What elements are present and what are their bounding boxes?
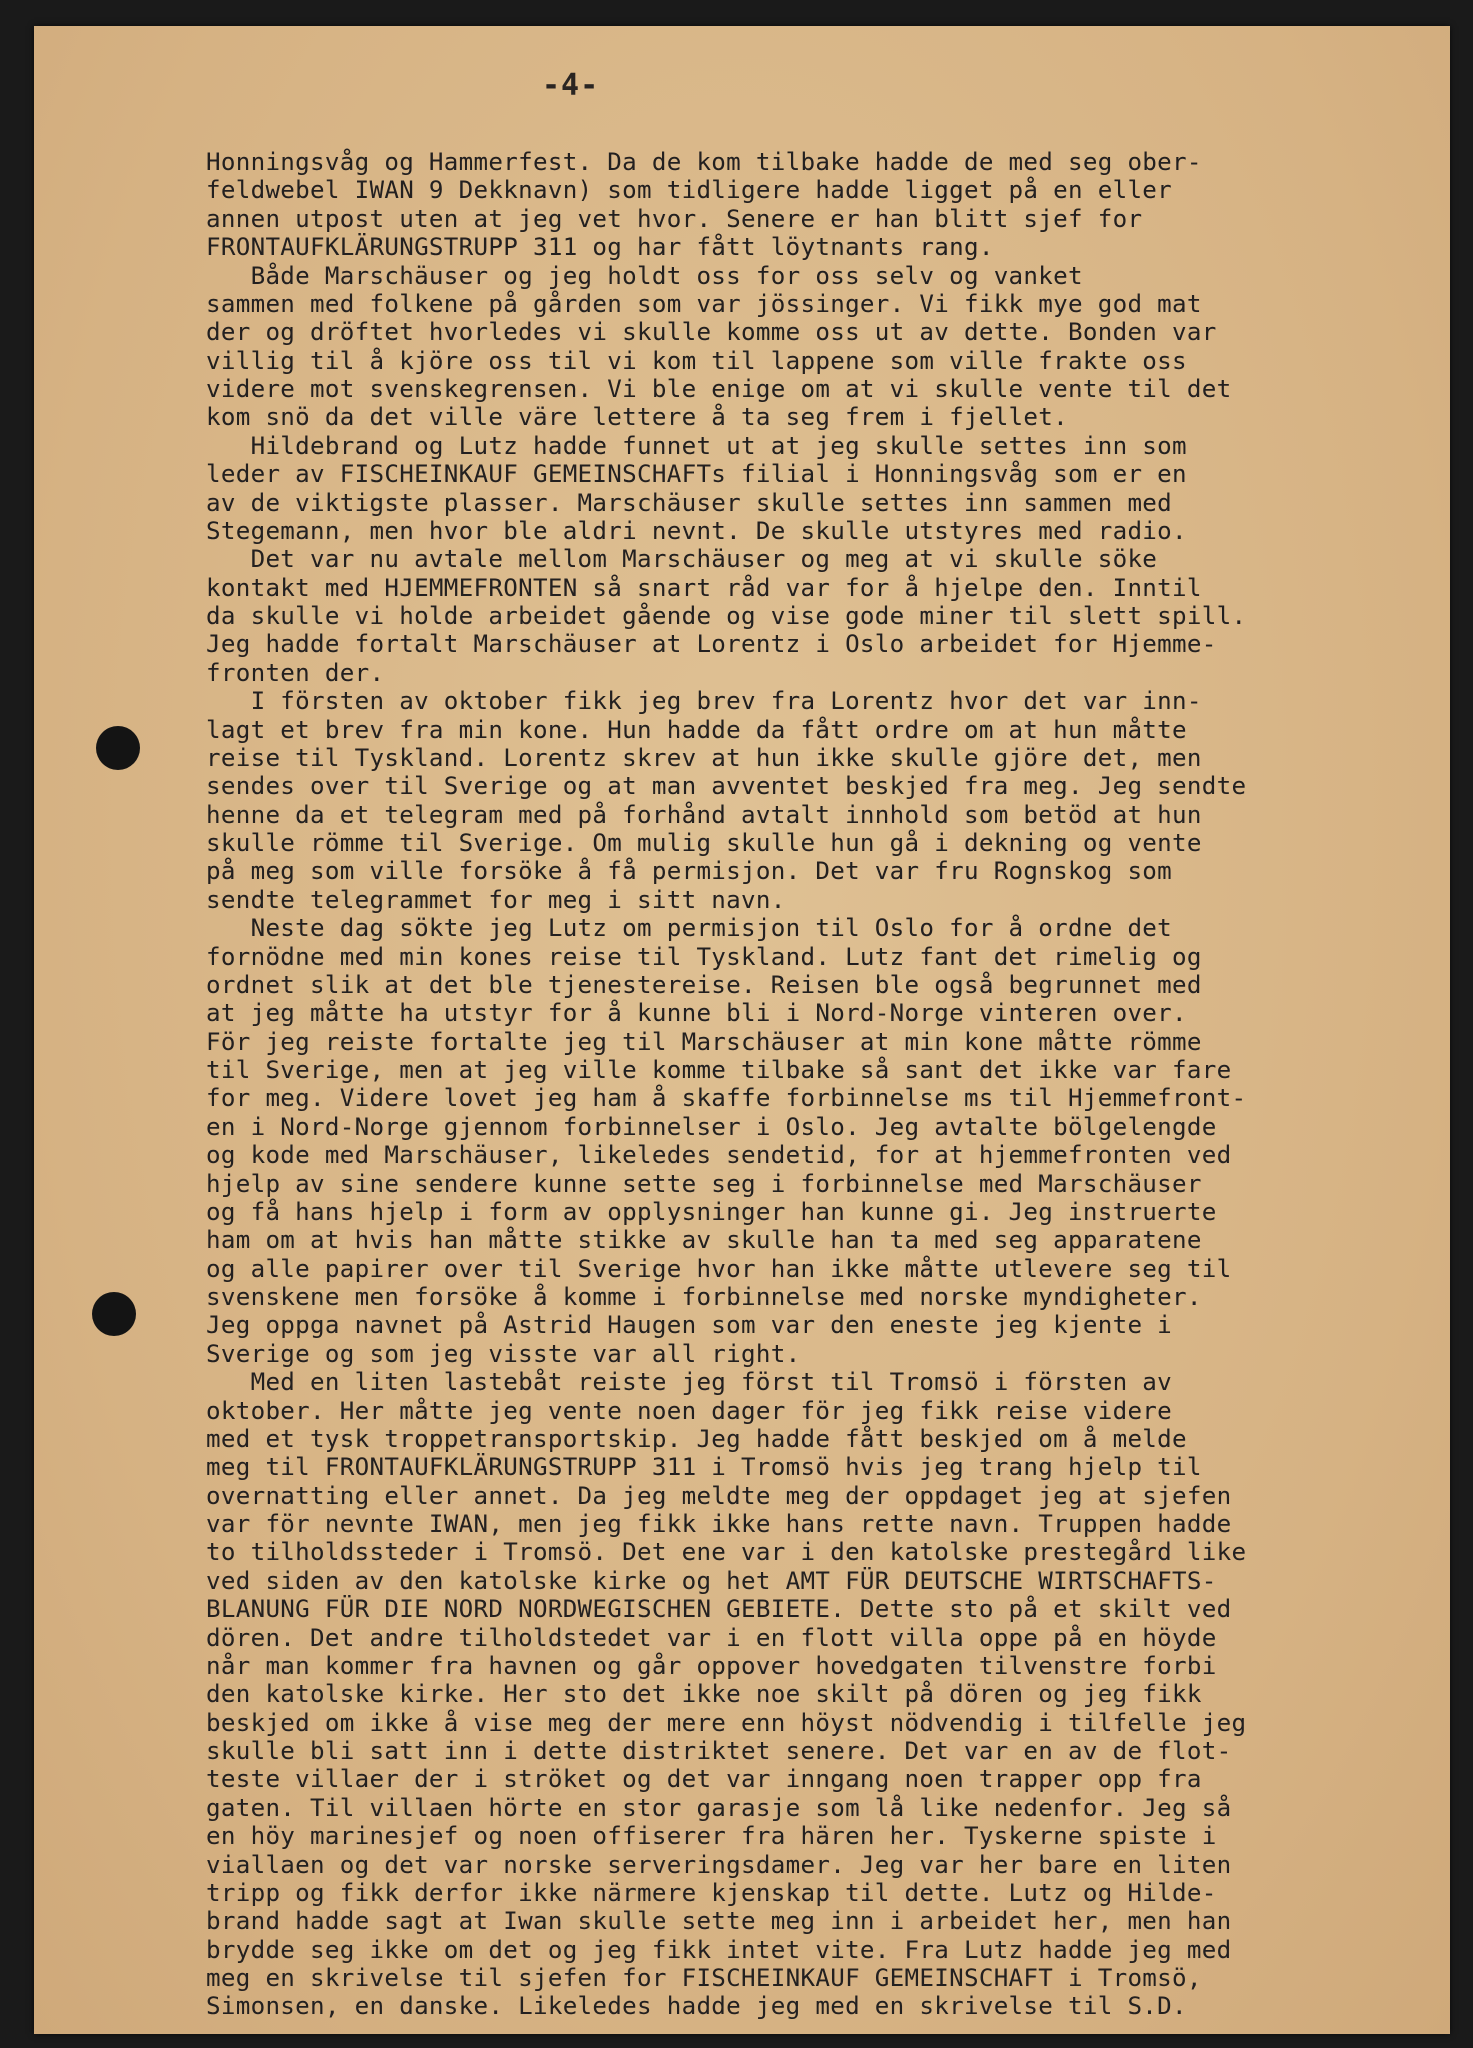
text-line: overnatting eller annet. Da jeg meldte meg der oppdaget jeg at sjefen bbox=[206, 1481, 1232, 1510]
text-line: sammen med folkene på gården som var jössinger. Vi fikk mye god mat bbox=[206, 289, 1202, 318]
text-line: FRONTAUFKLÄRUNGSTRUPP 311 og har fått löytnants rang. bbox=[206, 233, 994, 262]
text-line: kontakt med HJEMMEFRONTEN så snart råd var for å hjelpe den. Inntil bbox=[206, 573, 1202, 602]
text-line: Både Marschäuser og jeg holdt oss for oss selv og vanket bbox=[206, 261, 1083, 290]
text-line: når man kommer fra havnen og går oppover hovedgaten tilvenstre forbi bbox=[206, 1651, 1217, 1680]
punch-hole-bottom bbox=[92, 1292, 136, 1336]
text-line: tripp og fikk derfor ikke närmere kjenskap til dette. Lutz og Hilde- bbox=[206, 1878, 1217, 1907]
text-line: Honningsvåg og Hammerfest. Da de kom tilbake hadde de med seg ober- bbox=[206, 148, 1202, 176]
text-line: dören. Det andre tilholdstedet var i en flott villa oppe på en höyde bbox=[206, 1623, 1217, 1652]
text-line: på meg som ville forsöke å få permisjon. Det var fru Rognskog som bbox=[206, 857, 1173, 886]
text-line: ordnet slik at det ble tjenestereise. Reisen ble også begrunnet med bbox=[206, 970, 1202, 999]
text-line: Med en liten lastebåt reiste jeg först til Tromsö i försten av bbox=[206, 1368, 1173, 1397]
text-line: BLANUNG FÜR DIE NORD NORDWEGISCHEN GEBIETE. Dette sto på et skilt ved bbox=[206, 1595, 1232, 1624]
text-line: Jeg oppga navnet på Astrid Haugen som var den eneste jeg kjente i bbox=[206, 1311, 1173, 1340]
text-line: viallaen og det var norske serveringsdamer. Jeg var her bare en liten bbox=[206, 1850, 1232, 1879]
text-line: kom snö da det ville väre lettere å ta seg frem i fjellet. bbox=[206, 403, 1069, 432]
text-line: fornödne med min kones reise til Tyskland. Lutz fant det rimelig og bbox=[206, 942, 1202, 971]
text-line: der og dröftet hvorledes vi skulle komme oss ut av dette. Bonden var bbox=[206, 318, 1217, 347]
text-line: leder av FISCHEINKAUF GEMEINSCHAFTs filial i Honningsvåg som er en bbox=[206, 460, 1187, 489]
text-line: videre mot svenskegrensen. Vi ble enige om at vi skulle vente til det bbox=[206, 375, 1232, 403]
text-line: teste villaer der i ströket og det var inngang noen trapper opp fra bbox=[206, 1765, 1202, 1794]
text-line: brand hadde sagt at Iwan skulle sette meg inn i arbeidet her, men han bbox=[206, 1907, 1232, 1936]
text-line: feldwebel IWAN 9 Dekknavn) som tidligere hadde ligget på en eller bbox=[206, 176, 1173, 205]
text-line: reise til Tyskland. Lorentz skrev at hun ikke skulle gjöre det, men bbox=[206, 743, 1202, 772]
text-line: beskjed om ikke å vise meg der mere enn höyst nödvendig i tilfelle jeg bbox=[206, 1708, 1247, 1737]
text-line: da skulle vi holde arbeidet gående og vise gode miner til slett spill. bbox=[206, 602, 1247, 630]
typed-text-body bbox=[206, 148, 1446, 2021]
text-line: brydde seg ikke om det og jeg fikk intet vite. Fra Lutz hadde jeg med bbox=[206, 1935, 1232, 1964]
text-line: ham om at hvis han måtte stikke av skulle han ta med seg apparatene bbox=[206, 1226, 1202, 1255]
document-page bbox=[34, 26, 1450, 2034]
text-line: I försten av oktober fikk jeg brev fra Lorentz hvor det var inn- bbox=[206, 687, 1202, 716]
text-line: en i Nord-Norge gjennom forbinnelser i Oslo. Jeg avtalte bölgelengde bbox=[206, 1112, 1217, 1141]
text-line: fronten der. bbox=[206, 658, 385, 687]
text-line: sendes over til Sverige og at man avventet beskjed fra meg. Jeg sendte bbox=[206, 772, 1247, 801]
text-line: gaten. Til villaen hörte en stor garasje som lå like nedenfor. Jeg så bbox=[206, 1793, 1232, 1822]
text-line: hjelp av sine sendere kunne sette seg i forbinnelse med Marschäuser bbox=[206, 1169, 1202, 1198]
text-line: Simonsen, en danske. Likeledes hadde jeg med en skrivelse til S.D. bbox=[206, 1992, 1187, 2021]
text-line: med et tysk troppetransportskip. Jeg hadde fått beskjed om å melde bbox=[206, 1424, 1187, 1453]
text-line: Det var nu avtale mellom Marschäuser og meg at vi skulle söke bbox=[206, 545, 1158, 574]
text-line: Sverige og som jeg visste var all right. bbox=[206, 1339, 801, 1368]
text-line: sendte telegrammet for meg i sitt navn. bbox=[206, 885, 786, 914]
text-line: av de viktigste plasser. Marschäuser skulle settes inn sammen med bbox=[206, 488, 1173, 517]
text-line: til Sverige, men at jeg ville komme tilbake så sant det ikke var fare bbox=[206, 1056, 1232, 1084]
text-line: og kode med Marschäuser, likeledes sendetid, for at hjemmefronten ved bbox=[206, 1141, 1232, 1170]
punch-hole-top bbox=[96, 726, 140, 770]
text-line: villig til å kjöre oss til vi kom til lappene som ville frakte oss bbox=[206, 346, 1187, 375]
text-line: for meg. Videre lovet jeg ham å skaffe forbinnelse ms til Hjemmefront- bbox=[206, 1084, 1247, 1113]
text-line: Jeg hadde fortalt Marschäuser at Lorentz i Oslo arbeidet for Hjemme- bbox=[206, 630, 1217, 659]
text-line: henne da et telegram med på forhånd avtalt innhold som betöd at hun bbox=[206, 800, 1202, 829]
text-line: en höy marinesjef og noen offiserer fra hären her. Tyskerne spiste i bbox=[206, 1822, 1217, 1851]
text-line: Neste dag sökte jeg Lutz om permisjon til Oslo for å ordne det bbox=[206, 914, 1173, 943]
text-line: og få hans hjelp i form av opplysninger han kunne gi. Jeg instruerte bbox=[206, 1197, 1217, 1226]
text-line: skulle römme til Sverige. Om mulig skulle hun gå i dekning og vente bbox=[206, 829, 1202, 857]
text-line: at jeg måtte ha utstyr for å kunne bli i Nord-Norge vinteren over. bbox=[206, 999, 1187, 1028]
text-line: meg til FRONTAUFKLÄRUNGSTRUPP 311 i Tromsö hvis jeg trang hjelp til bbox=[206, 1453, 1202, 1482]
text-line: var för nevnte IWAN, men jeg fikk ikke hans rette navn. Truppen hadde bbox=[206, 1510, 1232, 1538]
text-line: Hildebrand og Lutz hadde funnet ut at jeg skulle settes inn som bbox=[206, 431, 1187, 460]
text-line: skulle bli satt inn i dette distriktet senere. Det var en av de flot- bbox=[206, 1737, 1232, 1765]
text-line: annen utpost uten at jeg vet hvor. Senere er han blitt sjef for bbox=[206, 204, 1143, 233]
text-line: lagt et brev fra min kone. Hun hadde da fått ordre om at hun måtte bbox=[206, 715, 1187, 744]
text-line: ved siden av den katolske kirke og het AMT FÜR DEUTSCHE WIRTSCHAFTS- bbox=[206, 1566, 1217, 1595]
text-line: För jeg reiste fortalte jeg til Marschäuser at min kone måtte römme bbox=[206, 1027, 1202, 1056]
text-line: to tilholdssteder i Tromsö. Det ene var i den katolske prestegård like bbox=[206, 1538, 1247, 1567]
text-line: Stegemann, men hvor ble aldri nevnt. De skulle utstyres med radio. bbox=[206, 516, 1187, 545]
text-line: den katolske kirke. Her sto det ikke noe skilt på dören og jeg fikk bbox=[206, 1680, 1202, 1709]
page-number: -4- bbox=[542, 68, 600, 103]
text-line: svenskene men forsöke å komme i forbinnelse med norske myndigheter. bbox=[206, 1283, 1202, 1311]
text-line: oktober. Her måtte jeg vente noen dager för jeg fikk reise videre bbox=[206, 1396, 1173, 1425]
text-line: meg en skrivelse til sjefen for FISCHEINKAUF GEMEINSCHAFT i Tromsö, bbox=[206, 1964, 1202, 1992]
text-line: og alle papirer over til Sverige hvor han ikke måtte utlevere seg til bbox=[206, 1254, 1232, 1283]
